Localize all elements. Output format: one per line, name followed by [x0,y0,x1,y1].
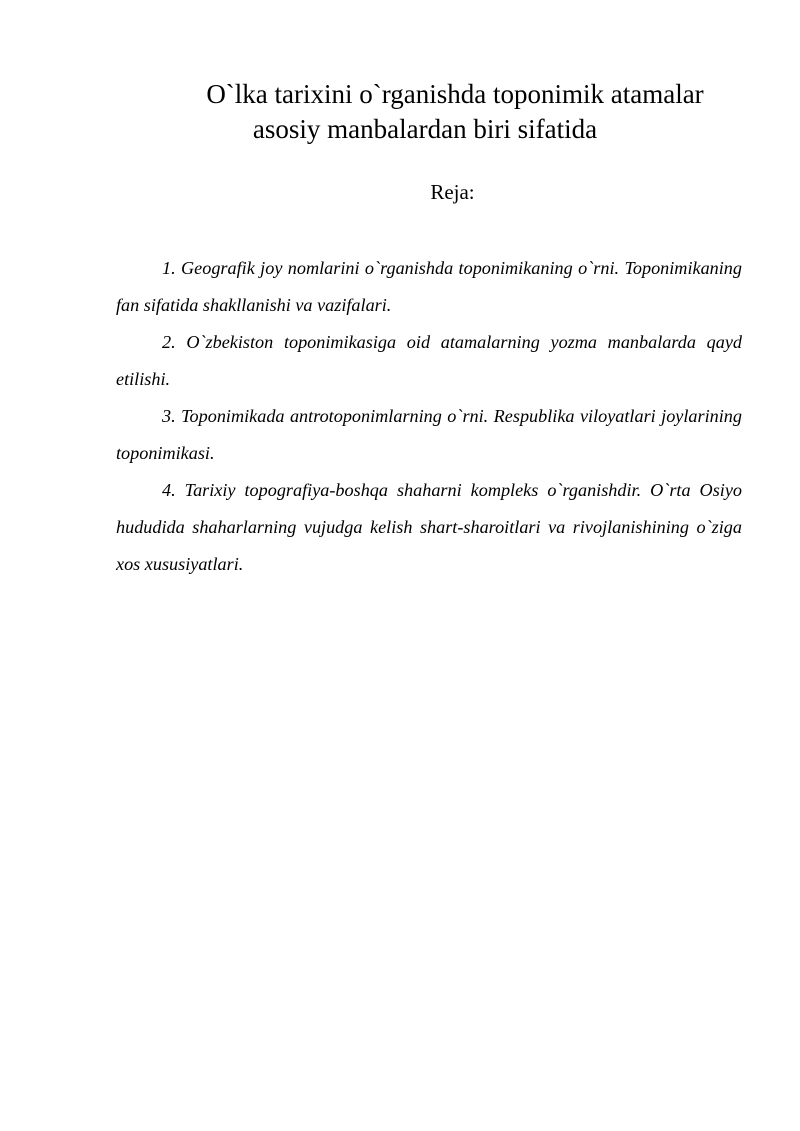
plan-item: 2. O`zbekiston toponimikasiga oid atamalarning yozma manbalarda qayd etilishi. [116,332,742,389]
document-title-line-2: asosiy manbalardan biri sifatida [252,114,598,144]
plan-heading: Reja: [430,180,475,204]
document-title-line-1: O`lka tarixini o`rganishda toponimik atamalar [206,79,704,109]
plan-item: 4. Tarixiy topografiya-boshqa shaharni kompleks o`rganishdir. O`rta Osiyo hududida shaharlarning vujudga kelish shart-sharoitlari va rivojlanishining o`ziga xos xususiyatlari. [116,480,742,574]
plan-item: 1. Geografik joy nomlarini o`rganishda toponimikaning o`rni. Toponimikaning fan sifatida shakllanishi va vazifalari. [116,258,742,315]
plan-item: 3. Toponimikada antrotoponimlarning o`rni. Respublika viloyatlari joylarining toponimikasi. [116,406,742,463]
plan-list [116,250,742,583]
